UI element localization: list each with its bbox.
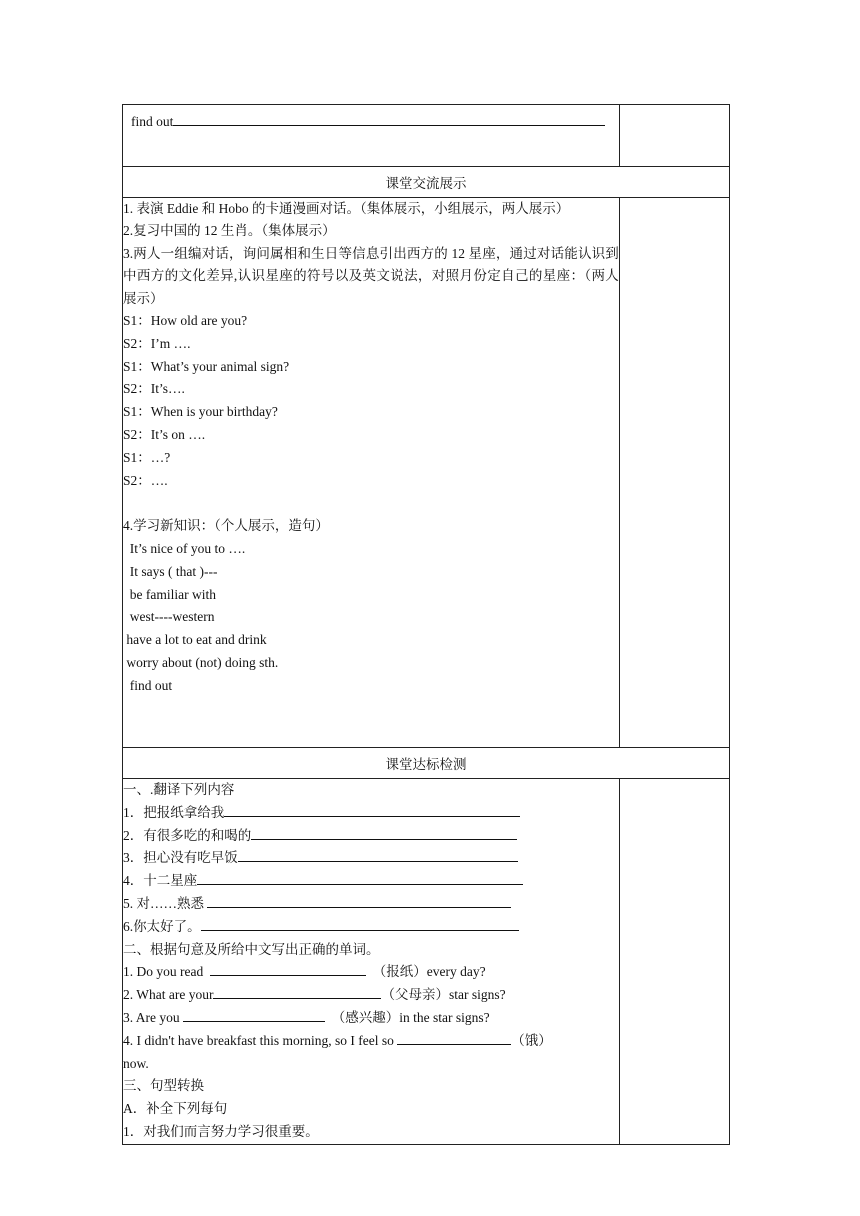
phrase-line: worry about (not) doing sth. <box>123 654 279 670</box>
dialogue-line: S2：It’s…. <box>123 381 185 397</box>
exchange-cell <box>123 198 620 748</box>
phrase-line: west----western <box>123 609 215 625</box>
answer-blank <box>224 802 520 817</box>
dialogue-line: S1：When is your birthday? <box>123 404 278 420</box>
fill-question-4: 4. I didn't have breakfast this morning, so I feel so （饿） <box>123 1030 619 1053</box>
exchange-item-2: 2.复习中国的 12 生肖。（集体展示） <box>123 223 336 239</box>
side-cell <box>619 198 729 748</box>
answer-blank <box>213 984 381 999</box>
find-out-cell <box>123 105 620 167</box>
part3-subtitle: A．补全下列每句 <box>123 1101 228 1117</box>
part3-title: 三、句型转换 <box>123 1078 204 1094</box>
answer-blank <box>183 1007 325 1022</box>
part2-title: 二、根据句意及所给中文写出正确的单词。 <box>123 941 380 957</box>
translate-item: 4．十二星座 <box>123 870 619 893</box>
side-cell <box>619 779 729 1145</box>
phrase-line: It says ( that )--- <box>123 563 218 579</box>
phrase-line: find out <box>123 677 173 693</box>
fill-question-3: 3. Are you （感兴趣）in the star signs? <box>123 1007 619 1030</box>
phrase-line: be familiar with <box>123 586 216 602</box>
answer-blank <box>201 916 519 931</box>
test-cell <box>123 779 620 1145</box>
answer-blank <box>173 111 605 126</box>
find-out-text: find out <box>131 114 174 129</box>
answer-blank <box>251 825 517 840</box>
exchange-item-3: 3.两人一组编对话，询问属相和生日等信息引出西方的 12 星座，通过对话能认识到中西方的文化差异,认识星座的符号以及英文说法，对照月份定自己的星座：（两人展示） <box>123 245 619 306</box>
translate-item: 1．把报纸拿给我 <box>123 802 619 825</box>
fill-question-4-cont: now. <box>123 1055 149 1071</box>
section-title-test: 课堂达标检测 <box>123 748 730 779</box>
exchange-item-4: 4.学习新知识：（个人展示，造句） <box>123 518 329 534</box>
translate-item: 6.你太好了。 <box>123 916 619 939</box>
dialogue-line: S1：What’s your animal sign? <box>123 358 290 374</box>
part3-question-1: 1．对我们而言努力学习很重要。 <box>123 1123 319 1139</box>
dialogue-line: S2：It’s on …. <box>123 427 206 443</box>
spacer <box>123 492 619 515</box>
translate-item: 3．担心没有吃早饭 <box>123 847 619 870</box>
section-title-exchange: 课堂交流展示 <box>123 167 730 198</box>
exchange-item-1: 1. 表演 Eddie 和 Hobo 的卡通漫画对话。（集体展示，小组展示，两人展示） <box>123 201 570 216</box>
answer-blank <box>210 961 366 976</box>
side-cell <box>619 105 729 167</box>
translate-item: 2．有很多吃的和喝的 <box>123 825 619 848</box>
phrase-line: have a lot to eat and drink <box>123 632 267 648</box>
worksheet-table <box>122 104 730 1145</box>
phrase-line: It’s nice of you to …. <box>123 541 246 556</box>
find-out-row <box>123 105 730 167</box>
dialogue-line: S2：I’m …. <box>123 335 191 351</box>
part1-title: 一、.翻译下列内容 <box>123 782 235 797</box>
section-header-row <box>123 748 730 779</box>
answer-blank <box>207 893 511 908</box>
fill-question-1: 1. Do you read （报纸）every day? <box>123 961 619 984</box>
dialogue-line: S1：…? <box>123 449 171 465</box>
test-row <box>123 779 730 1145</box>
translate-item: 5. 对……熟悉 <box>123 893 619 916</box>
fill-question-2: 2. What are your （父母亲）star signs? <box>123 984 619 1007</box>
answer-blank <box>397 1030 511 1045</box>
answer-blank <box>197 870 523 885</box>
answer-blank <box>238 847 518 862</box>
section-header-row <box>123 167 730 198</box>
dialogue-line: S1：How old are you? <box>123 313 248 329</box>
dialogue-line: S2：…. <box>123 472 168 488</box>
exchange-row <box>123 198 730 748</box>
